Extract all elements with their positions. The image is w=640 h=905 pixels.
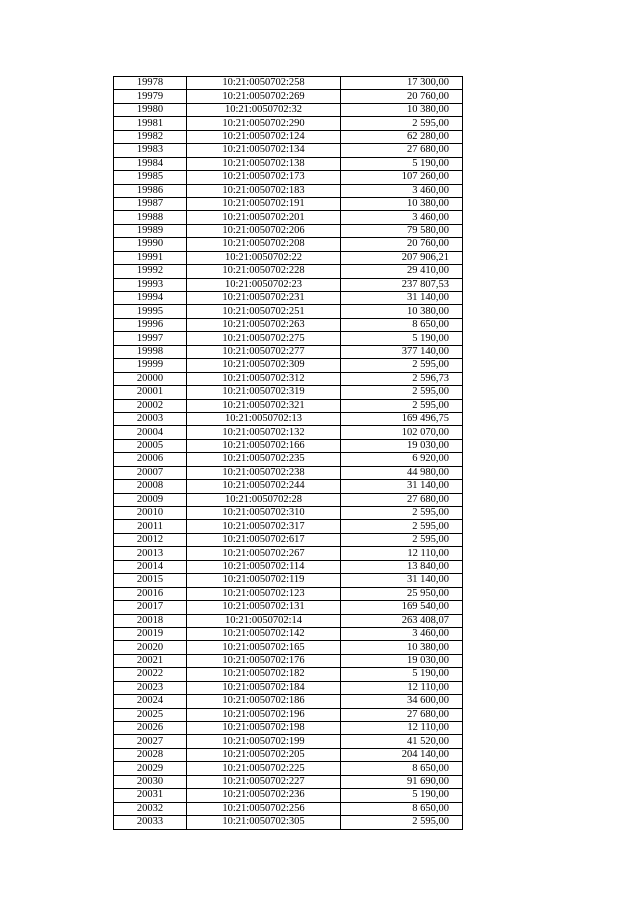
row-number-cell: 20005 [114,439,187,452]
cadastral-number-cell: 10:21:0050702:205 [187,748,341,761]
table-row [114,533,463,546]
row-number-cell: 19985 [114,171,187,184]
amount-cell: 6 920,00 [341,453,463,466]
amount-cell: 41 520,00 [341,735,463,748]
row-number-cell: 20001 [114,386,187,399]
amount-cell: 8 650,00 [341,318,463,331]
cadastral-number-cell: 10:21:0050702:198 [187,722,341,735]
amount-cell: 13 840,00 [341,560,463,573]
amount-cell: 2 595,00 [341,520,463,533]
table-row [114,681,463,694]
row-number-cell: 19992 [114,265,187,278]
cadastral-number-cell: 10:21:0050702:186 [187,695,341,708]
table-row [114,251,463,264]
cadastral-number-cell: 10:21:0050702:119 [187,574,341,587]
cadastral-number-cell: 10:21:0050702:114 [187,560,341,573]
table-row [114,480,463,493]
row-number-cell: 19981 [114,117,187,130]
cadastral-number-cell: 10:21:0050702:124 [187,130,341,143]
cadastral-number-cell: 10:21:0050702:14 [187,614,341,627]
amount-cell: 5 190,00 [341,789,463,802]
row-number-cell: 20008 [114,480,187,493]
cadastral-number-cell: 10:21:0050702:134 [187,144,341,157]
row-number-cell: 20003 [114,412,187,425]
row-number-cell: 19988 [114,211,187,224]
amount-cell: 204 140,00 [341,748,463,761]
cadastral-number-cell: 10:21:0050702:28 [187,493,341,506]
cadastral-number-cell: 10:21:0050702:13 [187,412,341,425]
table-row [114,184,463,197]
row-number-cell: 19979 [114,90,187,103]
row-number-cell: 19987 [114,197,187,210]
cadastral-number-cell: 10:21:0050702:317 [187,520,341,533]
amount-cell: 263 408,07 [341,614,463,627]
cadastral-number-cell: 10:21:0050702:309 [187,359,341,372]
cadastral-number-cell: 10:21:0050702:191 [187,197,341,210]
row-number-cell: 20002 [114,399,187,412]
cadastral-number-cell: 10:21:0050702:225 [187,762,341,775]
row-number-cell: 20031 [114,789,187,802]
row-number-cell: 20012 [114,533,187,546]
cadastral-number-cell: 10:21:0050702:310 [187,507,341,520]
row-number-cell: 19995 [114,305,187,318]
cadastral-number-cell: 10:21:0050702:319 [187,386,341,399]
table-row [114,117,463,130]
amount-cell: 207 906,21 [341,251,463,264]
table-row [114,775,463,788]
cadastral-number-cell: 10:21:0050702:267 [187,547,341,560]
amount-cell: 169 496,75 [341,412,463,425]
cadastral-number-cell: 10:21:0050702:244 [187,480,341,493]
table-row [114,305,463,318]
amount-cell: 31 140,00 [341,292,463,305]
cadastral-number-cell: 10:21:0050702:256 [187,802,341,815]
row-number-cell: 20017 [114,601,187,614]
cadastral-number-cell: 10:21:0050702:269 [187,90,341,103]
table-row [114,789,463,802]
table-row [114,748,463,761]
row-number-cell: 20010 [114,507,187,520]
cadastral-number-cell: 10:21:0050702:277 [187,345,341,358]
cadastral-number-cell: 10:21:0050702:173 [187,171,341,184]
amount-cell: 27 680,00 [341,493,463,506]
cadastral-number-cell: 10:21:0050702:238 [187,466,341,479]
table-row [114,103,463,116]
table-row [114,130,463,143]
cadastral-number-cell: 10:21:0050702:290 [187,117,341,130]
table-row [114,372,463,385]
amount-cell: 10 380,00 [341,103,463,116]
amount-cell: 2 595,00 [341,386,463,399]
amount-cell: 8 650,00 [341,802,463,815]
amount-cell: 12 110,00 [341,722,463,735]
table-row [114,157,463,170]
row-number-cell: 20018 [114,614,187,627]
row-number-cell: 20007 [114,466,187,479]
cadastral-number-cell: 10:21:0050702:183 [187,184,341,197]
table-row [114,211,463,224]
amount-cell: 20 760,00 [341,90,463,103]
table-row [114,399,463,412]
cadastral-number-cell: 10:21:0050702:251 [187,305,341,318]
row-number-cell: 20026 [114,722,187,735]
cadastral-number-cell: 10:21:0050702:23 [187,278,341,291]
table-row [114,90,463,103]
cadastral-number-cell: 10:21:0050702:165 [187,641,341,654]
row-number-cell: 19997 [114,332,187,345]
table-row [114,386,463,399]
table-body [114,77,463,830]
amount-cell: 2 595,00 [341,507,463,520]
row-number-cell: 19984 [114,157,187,170]
cadastral-number-cell: 10:21:0050702:227 [187,775,341,788]
cadastral-number-cell: 10:21:0050702:22 [187,251,341,264]
row-number-cell: 20029 [114,762,187,775]
row-number-cell: 19982 [114,130,187,143]
table-row [114,735,463,748]
cadastral-number-cell: 10:21:0050702:176 [187,654,341,667]
amount-cell: 10 380,00 [341,641,463,654]
table-row [114,426,463,439]
cadastral-number-cell: 10:21:0050702:123 [187,587,341,600]
amount-cell: 62 280,00 [341,130,463,143]
row-number-cell: 20030 [114,775,187,788]
amount-cell: 12 110,00 [341,547,463,560]
row-number-cell: 19991 [114,251,187,264]
table-row [114,627,463,640]
table-row [114,641,463,654]
row-number-cell: 19978 [114,77,187,90]
cadastral-number-cell: 10:21:0050702:196 [187,708,341,721]
cadastral-number-cell: 10:21:0050702:138 [187,157,341,170]
row-number-cell: 20022 [114,668,187,681]
amount-cell: 3 460,00 [341,627,463,640]
cadastral-number-cell: 10:21:0050702:228 [187,265,341,278]
cadastral-number-cell: 10:21:0050702:32 [187,103,341,116]
row-number-cell: 20009 [114,493,187,506]
amount-cell: 12 110,00 [341,681,463,694]
cadastral-number-cell: 10:21:0050702:166 [187,439,341,452]
amount-cell: 2 595,00 [341,359,463,372]
table-row [114,265,463,278]
table-row [114,695,463,708]
cadastral-number-cell: 10:21:0050702:617 [187,533,341,546]
row-number-cell: 19990 [114,238,187,251]
cadastral-number-cell: 10:21:0050702:131 [187,601,341,614]
cadastral-number-cell: 10:21:0050702:208 [187,238,341,251]
amount-cell: 27 680,00 [341,708,463,721]
amount-cell: 31 140,00 [341,480,463,493]
amount-cell: 107 260,00 [341,171,463,184]
row-number-cell: 20006 [114,453,187,466]
row-number-cell: 20016 [114,587,187,600]
table-row [114,466,463,479]
row-number-cell: 20004 [114,426,187,439]
table-row [114,614,463,627]
row-number-cell: 19998 [114,345,187,358]
amount-cell: 377 140,00 [341,345,463,358]
amount-cell: 2 595,00 [341,117,463,130]
table-row [114,292,463,305]
table-row [114,708,463,721]
table-row [114,560,463,573]
row-number-cell: 19993 [114,278,187,291]
cadastral-number-cell: 10:21:0050702:305 [187,816,341,829]
row-number-cell: 20019 [114,627,187,640]
cadastral-number-cell: 10:21:0050702:182 [187,668,341,681]
row-number-cell: 19989 [114,224,187,237]
amount-cell: 5 190,00 [341,157,463,170]
cadastral-number-cell: 10:21:0050702:199 [187,735,341,748]
table-row [114,318,463,331]
table-row [114,278,463,291]
amount-cell: 8 650,00 [341,762,463,775]
row-number-cell: 19986 [114,184,187,197]
amount-cell: 2 596,73 [341,372,463,385]
table-row [114,507,463,520]
cadastral-number-cell: 10:21:0050702:263 [187,318,341,331]
amount-cell: 27 680,00 [341,144,463,157]
document-page [113,76,463,830]
table-row [114,762,463,775]
table-row [114,453,463,466]
table-row [114,439,463,452]
row-number-cell: 20013 [114,547,187,560]
cadastral-number-cell: 10:21:0050702:201 [187,211,341,224]
amount-cell: 29 410,00 [341,265,463,278]
amount-cell: 2 595,00 [341,399,463,412]
amount-cell: 91 690,00 [341,775,463,788]
cadastral-number-cell: 10:21:0050702:142 [187,627,341,640]
cadastral-number-cell: 10:21:0050702:132 [187,426,341,439]
row-number-cell: 20028 [114,748,187,761]
amount-cell: 5 190,00 [341,332,463,345]
amount-cell: 25 950,00 [341,587,463,600]
amount-cell: 237 807,53 [341,278,463,291]
amount-cell: 5 190,00 [341,668,463,681]
table-row [114,224,463,237]
amount-cell: 17 300,00 [341,77,463,90]
row-number-cell: 19983 [114,144,187,157]
table-row [114,547,463,560]
cadastral-number-cell: 10:21:0050702:236 [187,789,341,802]
cadastral-number-cell: 10:21:0050702:206 [187,224,341,237]
table-row [114,412,463,425]
amount-cell: 31 140,00 [341,574,463,587]
amount-cell: 3 460,00 [341,184,463,197]
cadastral-number-cell: 10:21:0050702:231 [187,292,341,305]
cadastral-number-cell: 10:21:0050702:321 [187,399,341,412]
table-row [114,345,463,358]
table-row [114,668,463,681]
row-number-cell: 20015 [114,574,187,587]
row-number-cell: 20011 [114,520,187,533]
table-row [114,722,463,735]
amount-cell: 169 540,00 [341,601,463,614]
amount-cell: 10 380,00 [341,197,463,210]
row-number-cell: 20020 [114,641,187,654]
amount-cell: 102 070,00 [341,426,463,439]
row-number-cell: 20032 [114,802,187,815]
row-number-cell: 20000 [114,372,187,385]
cadastral-number-cell: 10:21:0050702:184 [187,681,341,694]
cadastral-number-cell: 10:21:0050702:235 [187,453,341,466]
amount-cell: 20 760,00 [341,238,463,251]
amount-cell: 44 980,00 [341,466,463,479]
row-number-cell: 20025 [114,708,187,721]
table-row [114,520,463,533]
cadastral-number-cell: 10:21:0050702:258 [187,77,341,90]
table-row [114,574,463,587]
amount-cell: 2 595,00 [341,533,463,546]
row-number-cell: 20024 [114,695,187,708]
amount-cell: 79 580,00 [341,224,463,237]
cadastral-number-cell: 10:21:0050702:275 [187,332,341,345]
row-number-cell: 20021 [114,654,187,667]
row-number-cell: 20023 [114,681,187,694]
table-row [114,587,463,600]
row-number-cell: 20014 [114,560,187,573]
amount-cell: 34 600,00 [341,695,463,708]
table-row [114,802,463,815]
amount-cell: 3 460,00 [341,211,463,224]
cadastral-number-cell: 10:21:0050702:312 [187,372,341,385]
row-number-cell: 20027 [114,735,187,748]
row-number-cell: 19994 [114,292,187,305]
table-row [114,332,463,345]
row-number-cell: 20033 [114,816,187,829]
amount-cell: 2 595,00 [341,816,463,829]
row-number-cell: 19999 [114,359,187,372]
table-row [114,654,463,667]
table-row [114,493,463,506]
records-table [113,76,463,830]
amount-cell: 10 380,00 [341,305,463,318]
table-row [114,601,463,614]
table-row [114,77,463,90]
row-number-cell: 19980 [114,103,187,116]
table-row [114,359,463,372]
table-row [114,197,463,210]
table-row [114,238,463,251]
table-row [114,144,463,157]
amount-cell: 19 030,00 [341,654,463,667]
table-row [114,816,463,829]
row-number-cell: 19996 [114,318,187,331]
table-row [114,171,463,184]
amount-cell: 19 030,00 [341,439,463,452]
